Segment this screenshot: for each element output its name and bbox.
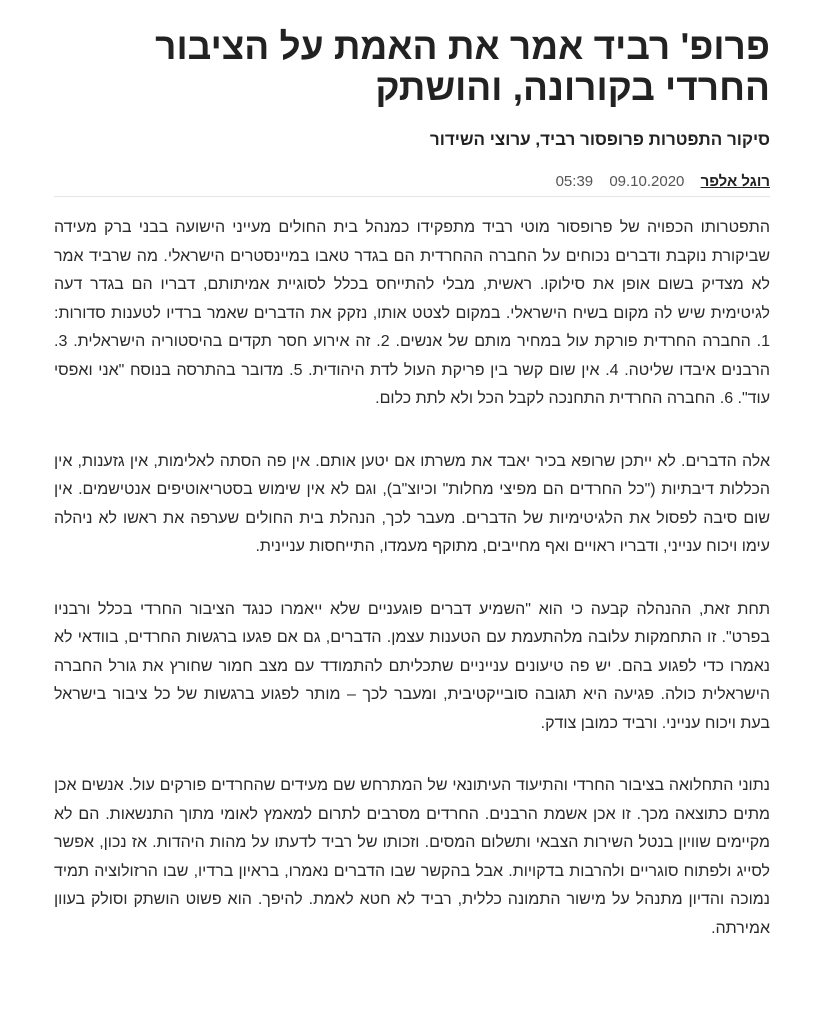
author-link[interactable]: רוגל אלפר [700,173,770,190]
article-body [54,214,770,943]
paragraph: התפטרותו הכפויה של פרופסור מוטי רביד מתפקידו כמנהל בית החולים מעייני הישועה בבני ברק מעידה שביקורת נוקבת ודברים נכוחים על החברה ההחרדית הם בגדר טאבו במיינסטרים הישראלי. מה שרביד אמר לא מצדיק בשום אופן את סילוקו. ראשית, מבלי להתייחס בכלל לסוגיית אמיתותם, דבריו הם בגדר דעה לגיטימית שיש לה מקום בשיח הישראלי. במקום לצטט אותו, נזקק את הדברים שאמר ברדיו לטענות סדורות: 1. החברה החרדית פורקת עול במחיר מותם של אנשים. 2. זה אירוע חסר תקדים בהיסטוריה הישראלית. 3. הרבנים איבדו שליטה. 4. אין שום קשר בין פריקת העול לדת היהודית. 5. מדובר בהתרסה בנוסח "אני ואפסי עוד". 6. החברה החרדית התחנכה לקבל הכל ולא לתת כלום. [54,219,771,407]
paragraph: אלה הדברים. לא ייתכן שרופא בכיר יאבד את משרתו אם יטען אותם. אין פה הסתה לאלימות, אין גזענות, אין הכללות דיבתיות ("כל החרדים הם מפיצי מחלות" וכיוצ"ב), וגם לא אין שימוש בסטריאוטיפים אנטישמים. אין שום סיבה לפסול את הלגיטימיות של הדברים. מעבר לכך, הנהלת בית החולים שערפה את ראשו לא ניהלה עימו ויכוח ענייני, ודבריו ראויים ואף מחייבים, מתוקף מעמדו, התייחסות עניינית. [54,452,770,555]
subheadline: סיקור התפטרות פרופסור רביד, ערוצי השידור [429,130,770,149]
publish-time: 05:39 [555,173,594,190]
publish-date: 09.10.2020 [609,173,685,190]
byline [54,172,770,197]
paragraph: תחת זאת, ההנהלה קבעה כי הוא "השמיע דברים פוגעניים שלא ייאמרו כנגד הציבור החרדי בכלל ורבניו בפרט". זו התחמקות עלובה מלהתעמת עם הטענות עצמן. הדברים, גם אם פגעו ברגשות החרדים, בוודאי לא נאמרו כדי לפגוע בהם. יש פה טיעונים ענייניים שתכליתם להתמודד עם מצב חמור שחורץ את גורל החברה הישראלית כולה. פגיעה היא תגובה סובייקטיבית, ומעבר לכך – מותר לפגוע ברגשות של כל ציבור בישראל בעת ויכוח ענייני. ורביד כמובן צודק. [54,600,770,732]
paragraph: נתוני התחלואה בציבור החרדי והתיעוד העיתונאי של המתרחש שם מעידים שהחרדים פורקים עול. אנשים אכן מתים כתוצאה מכך. זו אכן אשמת הרבנים. החרדים מסרבים לתרום למאמץ לאומי מתוך התנשאות. הם לא מקיימים שוויון בנטל השירות הצבאי ותשלום המסים. וזכותו של רביד לדעתו על מהות היהדות. אז נכון, אפשר לסייג ולפתוח סוגריים ולהרבות בדקויות. אבל בהקשר שבו הדברים נאמרו, בראיון ברדיו, שבו הרזולוציה תמיד נמוכה והדיון מתנהל על מישור התמונה כללית, רביד לא חטא לאמת. להיפך. הוא פשוט הושתק וסולק בעוון אמירתה. [54,777,770,937]
headline: פרופ' רביד אמר את האמת על הציבור החרדי בקורונה, והושתק [155,26,770,108]
